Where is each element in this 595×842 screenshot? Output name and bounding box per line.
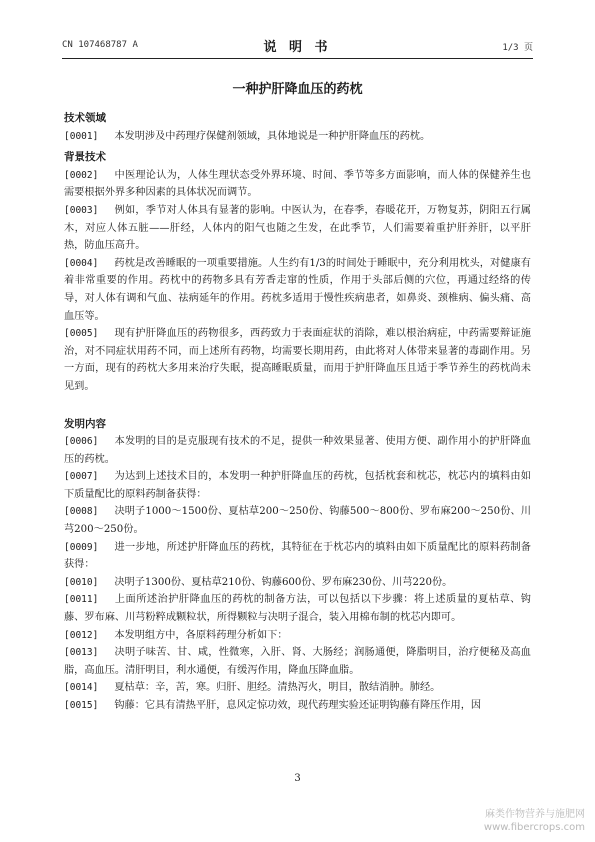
- paragraph: [64, 697, 531, 715]
- document-type-title: 说 明 书: [263, 40, 332, 55]
- paragraph-number: [0015]: [64, 700, 99, 711]
- paragraph-text: 决明子1300份、夏枯草210份、钩藤600份、罗布麻230份、川芎220份。: [114, 576, 453, 588]
- page-header: [62, 36, 533, 58]
- watermark-line-1: 麻类作物营养与施肥网: [485, 809, 585, 820]
- paragraph-text: 例如，季节对人体具有显著的影响。中医认为，在春季，春暖花开，万物复苏，阴阳五行属木，对应人体五脏——肝经，人体内的阳气也随之生发，在此季节，人们需要着重护肝养肝，以平肝热，防血压高升。: [64, 204, 531, 252]
- paragraph-text: 夏枯草：辛，苦，寒。归肝、胆经。清热泻火，明目，散结消肿。肺经。: [114, 682, 441, 694]
- paragraph-text: 决明子味苦、甘、咸，性微寒，入肝、肾、大肠经；润肠通便，降脂明目，治疗便秘及高血脂，高血压。清肝明目，利水通便，有缓泻作用，降血压降血脂。: [64, 647, 531, 676]
- paragraph-text: 钩藤：它具有清热平肝，息风定惊功效，现代药理实验还证明钩藤有降压作用，因: [114, 700, 482, 711]
- paragraph: [64, 468, 531, 503]
- patent-number: CN 107468787 A: [62, 40, 138, 50]
- paragraph-number: [0012]: [64, 629, 99, 641]
- document-body: [64, 106, 531, 715]
- paragraph-text: 本发明的目的是克服现有技术的不足，提供一种效果显著、使用方便、副作用小的护肝降血压的药枕。: [64, 436, 531, 465]
- paragraph-text: 中医理论认为，人体生理状态受外界环境、时间、季节等多方面影响，而人体的保健养生也需要根据外界多种因素的具体状况而调节。: [64, 169, 531, 199]
- paragraph: [64, 433, 531, 468]
- paragraph-number: [0007]: [64, 471, 99, 483]
- paragraph: [64, 325, 531, 395]
- paragraph-text: 本发明组方中，各原料药理分析如下：: [114, 629, 288, 641]
- watermark-line-2: www.fibercrops.com: [483, 822, 585, 833]
- section-heading: 发明内容: [64, 417, 106, 430]
- paragraph-number: [0014]: [64, 682, 99, 694]
- paragraph-number: [0013]: [64, 647, 99, 659]
- section-heading: 技术领域: [64, 112, 106, 124]
- paragraph-number: [0006]: [64, 436, 99, 448]
- paragraph-text: 药枕是改善睡眠的一项重要措施。人生约有1/3的时间处于睡眠中，充分利用枕头，对健康有着非常重要的作用。药枕中的药物多具有芳香走窜的性质，作用于头部后侧的穴位，再通过经络的传导，对人体有调和气血、祛病延年的作用。药枕多适用于慢性疾病患者，如鼻炎、颈椎病、偏头痛、高血压等。: [64, 257, 531, 322]
- paragraph: [64, 627, 531, 645]
- page-indicator: 1/3 页: [502, 43, 533, 53]
- paragraph: [64, 644, 531, 679]
- paragraph-number: [0011]: [64, 594, 99, 606]
- paragraph-text: 为达到上述技术目的，本发明一种护肝降血压的药枕，包括枕套和枕芯，枕芯内的填料由如下质量配比的原料药制备获得：: [64, 471, 531, 500]
- paragraph: [64, 167, 531, 202]
- paragraph-text: 本发明涉及中药理疗保健剂领域，具体地说是一种护肝降血压的药枕。: [114, 130, 431, 142]
- paragraph: [64, 539, 531, 574]
- paragraph-text: 上面所述治护肝降血压的药枕的制备方法，可以包括以下步骤：将上述质量的夏枯草、钩藤、罗布麻、川芎粉粹成颗粒状，所得颗粒与决明子混合，装入用棉布制的枕芯内即可。: [64, 594, 531, 624]
- paragraph-number: [0005]: [64, 328, 99, 340]
- header-rule: [62, 58, 533, 59]
- document-title: 一种护肝降血压的药枕: [232, 82, 363, 97]
- paragraph: [64, 255, 531, 325]
- paragraph-number: [0009]: [64, 541, 99, 553]
- paragraph-number: [0008]: [64, 506, 99, 518]
- paragraph: [64, 591, 531, 626]
- paragraph: [64, 128, 531, 146]
- paragraph: [64, 503, 531, 538]
- paragraph-number: [0004]: [64, 257, 99, 269]
- paragraph-number: [0003]: [64, 204, 99, 216]
- paragraph-text: 现有护肝降血压的药物很多，西药致力于表面症状的消除，难以根治病症，中药需要辩证施治，对不同症状用药不同，而上述所有药物，均需要长期用药，由此将对人体带来显著的毒副作用。另一方面，现有的药枕大多用来治疗失眠，提高睡眠质量，而用于护肝降血压且适于季节养生的药枕尚未见到。: [64, 328, 531, 392]
- paragraph-number: [0002]: [64, 169, 99, 181]
- section-heading: 背景技术: [64, 151, 106, 164]
- paragraph-number: [0010]: [64, 576, 99, 588]
- paragraph: [64, 574, 531, 592]
- paragraph: [64, 679, 531, 697]
- watermark: [484, 808, 585, 834]
- page-number: 3: [294, 773, 301, 784]
- paragraph: [64, 202, 531, 255]
- paragraph-text: 进一步地，所述护肝降血压的药枕，其特征在于枕芯内的填料由如下质量配比的原料药制备获得：: [64, 541, 531, 571]
- paragraph-text: 决明子1000～1500份、夏枯草200～250份、钩藤500～800份、罗布麻200～250份、川芎200～250份。: [64, 506, 531, 536]
- paragraph-number: [0001]: [64, 130, 99, 142]
